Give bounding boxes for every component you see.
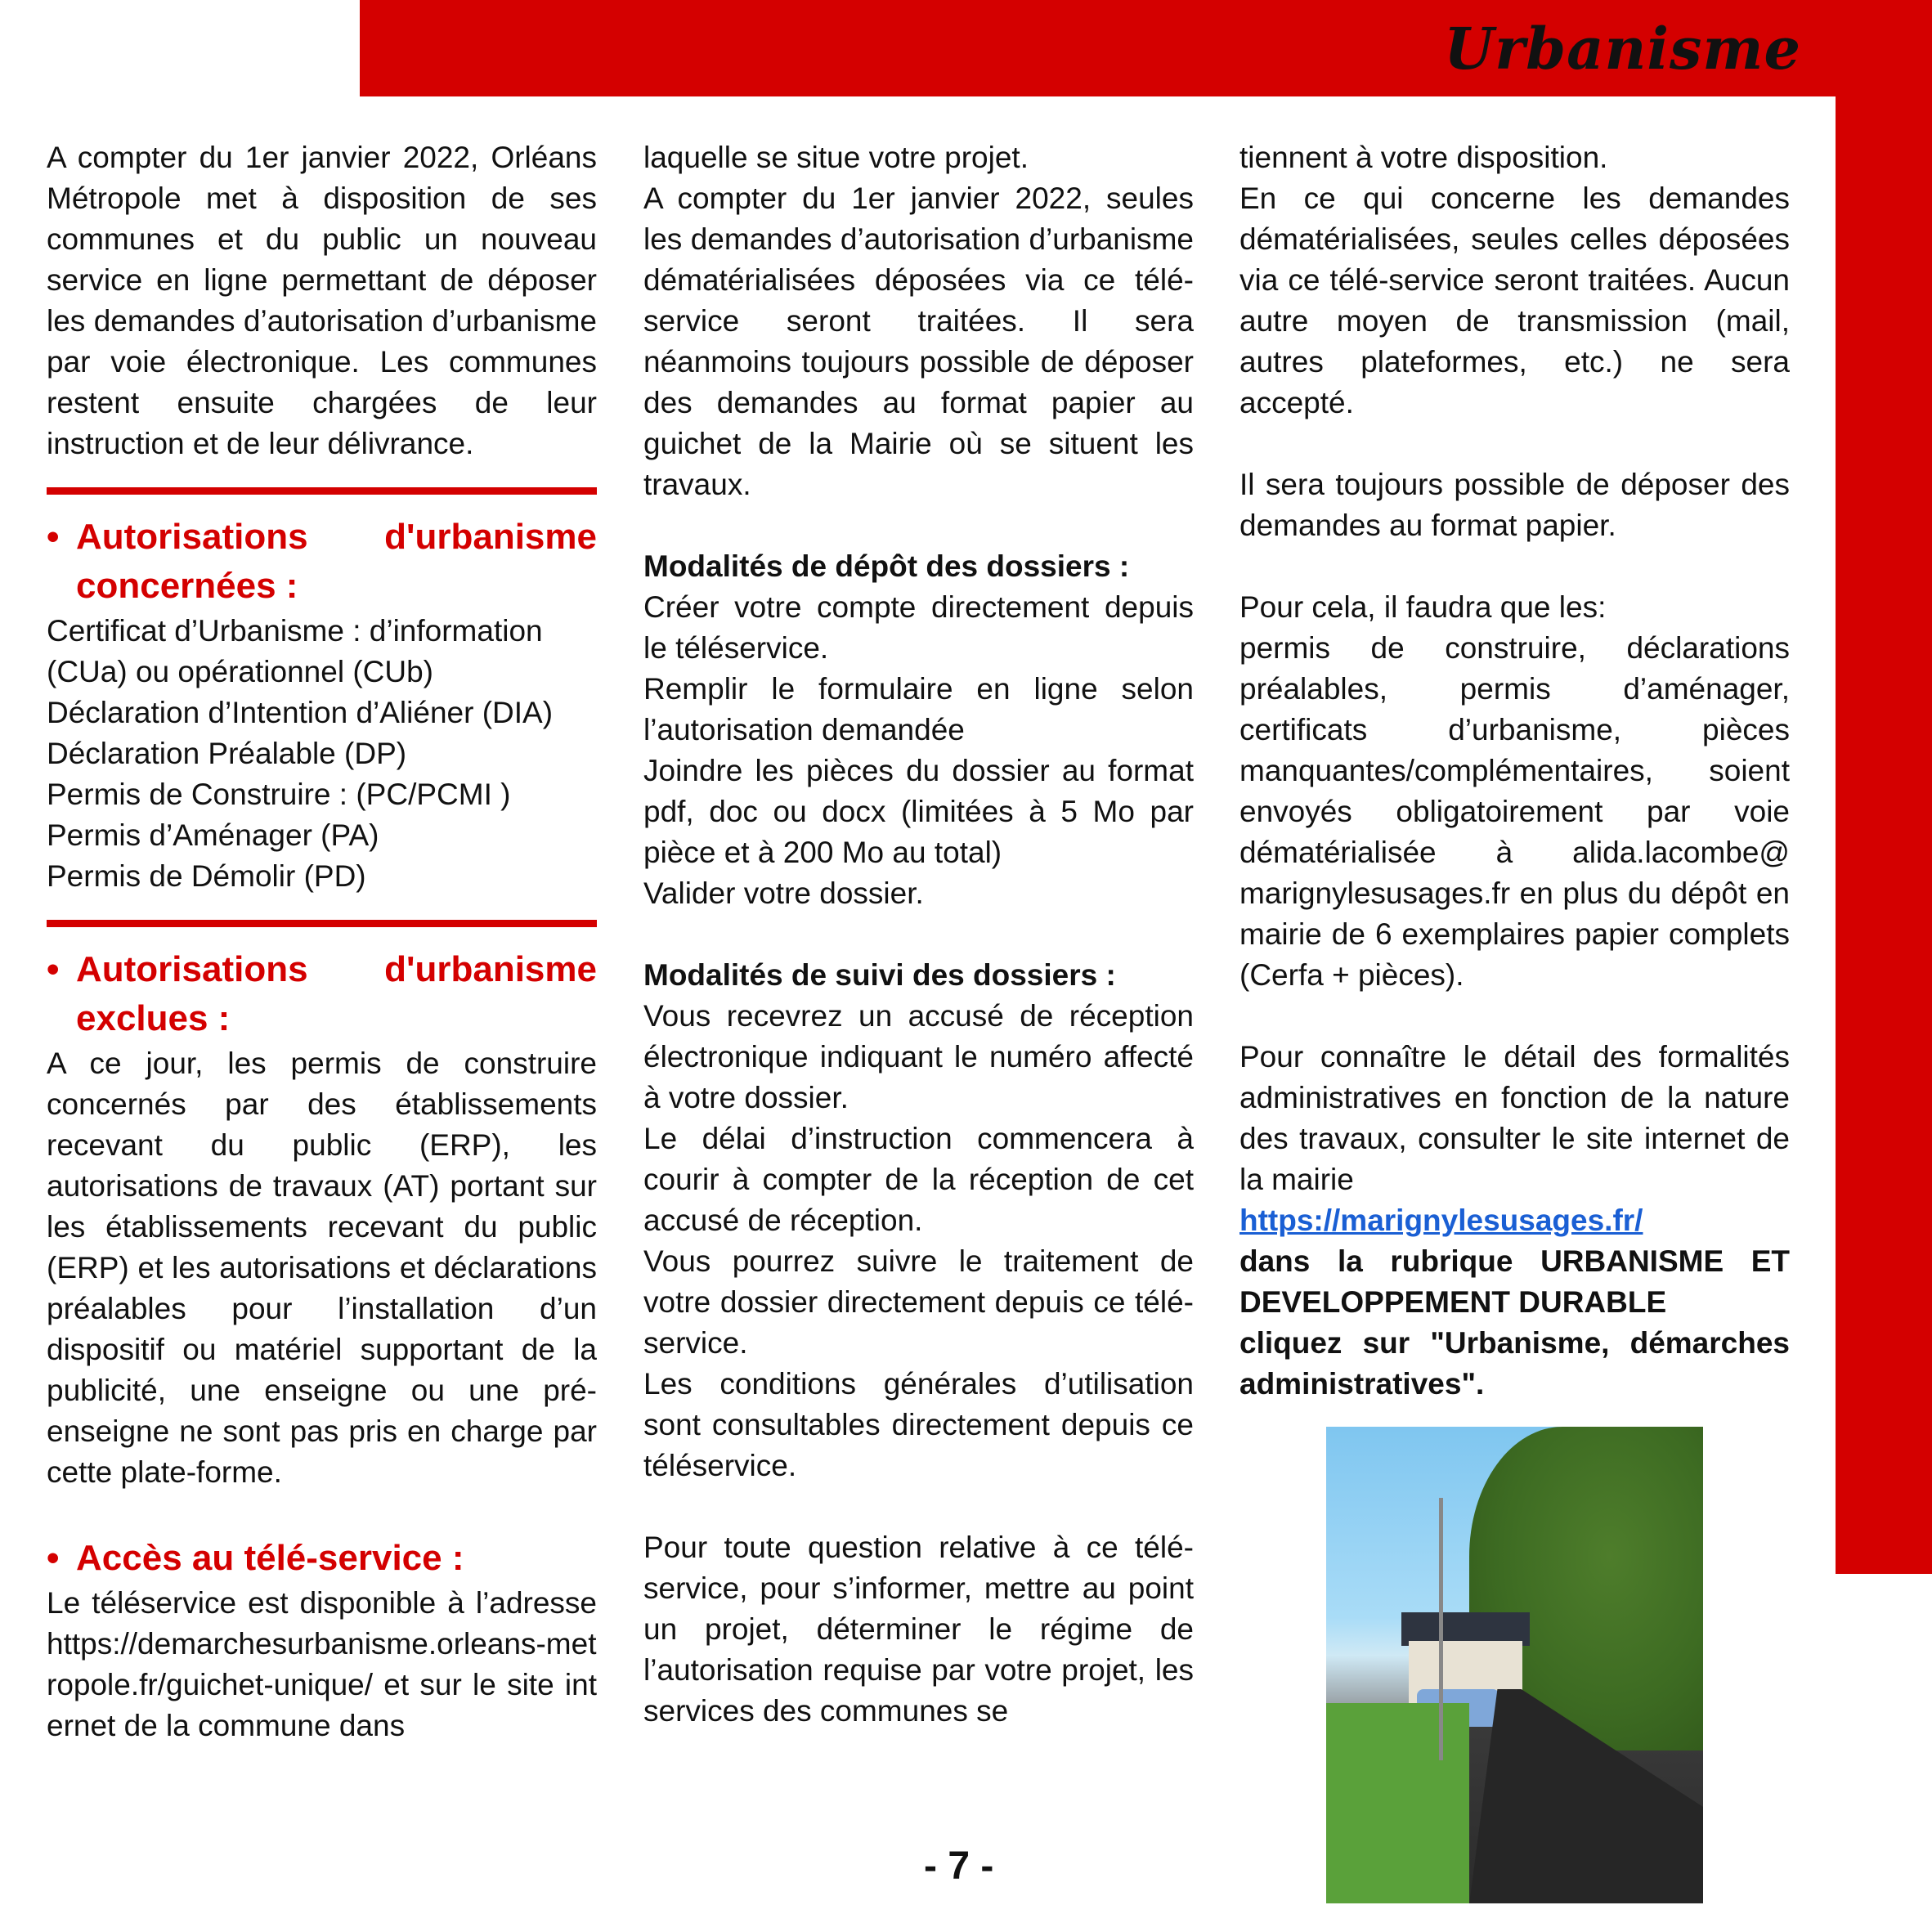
suivi-title: Modalités de suivi des dossiers : — [643, 958, 1116, 992]
bullet-icon: • — [47, 517, 60, 557]
street-lamp — [1439, 1498, 1443, 1760]
paragraph: tiennent à votre disposition. — [1239, 141, 1608, 174]
section-title-concernees: • Autorisations d'urbanisme concernées : — [47, 513, 597, 611]
depot-title: Modalités de dépôt des dossiers : — [643, 549, 1130, 583]
list-item: Déclaration Préalable (DP) — [47, 737, 407, 770]
rubrique-text: dans la rubrique URBANISME ET DEVELOPPEMENT DURABLE — [1239, 1244, 1790, 1319]
exclues-paragraph: A ce jour, les permis de construire concernés par des établissements recevant du public (ERP), les autorisations de travaux (AT) portant sur les établissements recevant du public (ERP) et les autorisations et déclarations préalables pour l’installation d’un dispositif ou matériel supportant de la publicité, une enseigne ou une pré-enseigne ne sont pas pris en charge par cette plate-forme. — [47, 1047, 597, 1489]
grass — [1326, 1703, 1469, 1903]
step: Remplir le formulaire en ligne selon l’autorisation demandée — [643, 672, 1194, 746]
bullet-icon: • — [47, 949, 60, 989]
step: Valider votre dossier. — [643, 876, 924, 910]
list-item: Certificat d’Urbanisme : d’information (CUa) ou opérationnel (CUb) — [47, 614, 543, 688]
list-item: Permis d’Aménager (PA) — [47, 818, 379, 852]
paragraph: permis de construire, déclarations préalables, permis d’aménager, certificats d’urbanisme, pièces manquantes/complémentaires, soient envoyés obligatoirement par voie dématérialisée à alida.lacombe@ marignylesusages.fr en plus du dépôt en mairie de 6 exemplaires papier complets (Cerfa + pièces). — [1239, 631, 1790, 992]
paragraph: En ce qui concerne les demandes dématérialisées, seules celles déposées via ce télé-service seront traitées. Aucun autre moyen de transmission (mail, autres plateformes, etc.) ne sera accepté. — [1239, 182, 1790, 419]
section-title-acces: • Accès au télé-service : — [47, 1534, 597, 1583]
mairie-website-link[interactable]: https://marignylesusages.fr/ — [1239, 1204, 1643, 1237]
section-divider — [47, 920, 597, 927]
list-item: Déclaration d’Intention d’Aliéner (DIA) — [47, 696, 554, 729]
column-2 — [643, 137, 1194, 1732]
paragraph: A compter du 1er janvier 2022, seules les demandes d’autorisation d’urbanisme dématérialisées déposées via ce télé-service seront traitées. Il sera néanmoins toujours possible de déposer des demandes au format papier au guichet de la Mairie où se situent les travaux. — [643, 182, 1194, 501]
list-item: Permis de Construire : (PC/PCMI ) — [47, 778, 511, 811]
paragraph: Vous pourrez suivre le traitement de votre dossier directement depuis ce télé-service. — [643, 1244, 1194, 1360]
acces-paragraph: Le téléservice est disponible à l’adresse https://demarchesurbanisme.orleans-metropole.fr/guichet-unique/ et sur le site internet de la commune dans — [47, 1586, 597, 1742]
question-paragraph: Pour toute question relative à ce télé-service, pour s’informer, mettre au point un projet, déterminer le régime de l’autorisation requise par votre projet, les services des communes se — [643, 1531, 1194, 1728]
column-3 — [1239, 137, 1790, 1405]
page-number: - 7 - — [924, 1845, 994, 1888]
paragraph: laquelle se situe votre projet. — [643, 141, 1029, 174]
column-1 — [47, 137, 597, 1746]
street-photo — [1326, 1427, 1703, 1903]
list-item: Permis de Démolir (PD) — [47, 859, 366, 893]
side-accent-bar — [1836, 96, 1932, 1574]
bullet-icon: • — [47, 1538, 60, 1578]
page-title: Urbanisme — [1444, 15, 1801, 83]
section-title-exclues: • Autorisations d'urbanisme exclues : — [47, 945, 597, 1043]
paragraph: Il sera toujours possible de déposer des demandes au format papier. — [1239, 468, 1790, 542]
paragraph: Le délai d’instruction commencera à courir à compter de la réception de cet accusé de réception. — [643, 1122, 1194, 1237]
paragraph: Pour cela, il faudra que les: — [1239, 590, 1607, 624]
paragraph: Pour connaître le détail des formalités administratives en fonction de la nature des travaux, consulter le site internet de la mairie — [1239, 1040, 1790, 1196]
step: Créer votre compte directement depuis le téléservice. — [643, 590, 1194, 665]
cliquez-text: cliquez sur "Urbanisme, démarches administratives". — [1239, 1326, 1790, 1401]
paragraph: Vous recevrez un accusé de réception électronique indiquant le numéro affecté à votre dossier. — [643, 999, 1194, 1114]
section-divider — [47, 487, 597, 495]
step: Joindre les pièces du dossier au format pdf, doc ou docx (limitées à 5 Mo par pièce et à 200 Mo au total) — [643, 754, 1194, 869]
paragraph: Les conditions générales d’utilisation sont consultables directement depuis ce téléservice. — [643, 1367, 1194, 1482]
intro-paragraph: A compter du 1er janvier 2022, Orléans Métropole met à disposition de ses communes et du public un nouveau service en ligne permettant de déposer les demandes d’autorisation d’urbanisme par voie électronique. Les communes restent ensuite chargées de leur instruction et de leur délivrance. — [47, 141, 597, 460]
header-banner — [360, 0, 1932, 96]
